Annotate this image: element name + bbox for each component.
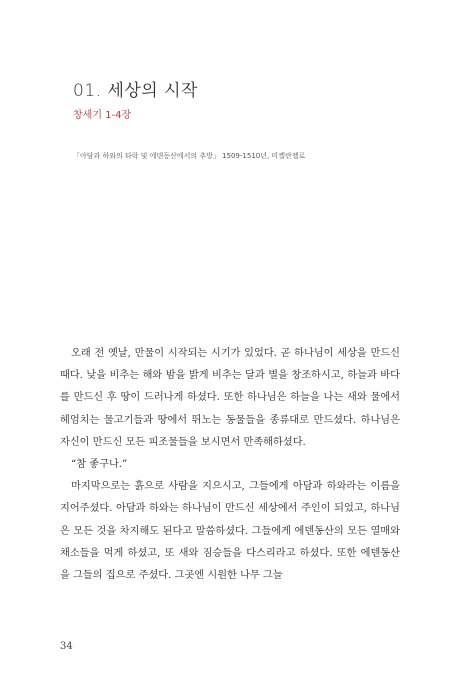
image-caption: 「아담과 하와의 타락 및 에덴동산에서의 추방」 1509-1510년, 미켈란젤로 <box>73 152 306 160</box>
paragraph-2: “참 좋구나.” <box>71 459 128 471</box>
chapter-title: 01. 세상의 시작 <box>73 81 198 101</box>
chapter-subtitle: 창세기 1-4장 <box>73 110 132 121</box>
paragraph-1: 오래 전 옛날, 만물이 시작되는 시기가 있었다. 곧 하나님이 세상을 만드신 때다. 낮을 비추는 해와 밤을 밝게 비추는 달과 별을 창조하시고, 하늘과 바다를 만드신 후 땅이 드러나게 하셨다. 또한 하나님은 하늘을 나는 새와 물에서 헤엄치는 물고기들과 땅에서 뛰노는 동물들을 종류대로 만드셨다. 하나님은 자신이 만드신 모든 피조물들을 보시면서 만족해하셨다. <box>60 348 400 448</box>
body-text <box>60 343 400 587</box>
page-number: 34 <box>60 641 73 652</box>
paragraph-3: 마지막으로는 흙으로 사람을 지으시고, 그들에게 아담과 하와라는 이름을 지어주셨다. 아담과 하와는 하나님이 만드신 세상에서 주인이 되었고, 하나님은 모든 것을 차지해도 된다고 말씀하셨다. 그들에게 에덴동산의 모든 열매와 채소들을 먹게 하셨고, 또 새와 짐승들을 다스리라고 하셨다. 또한 에덴동산을 그들의 집으로 주셨다. 그곳엔 시원한 나무 그늘 <box>60 481 400 582</box>
